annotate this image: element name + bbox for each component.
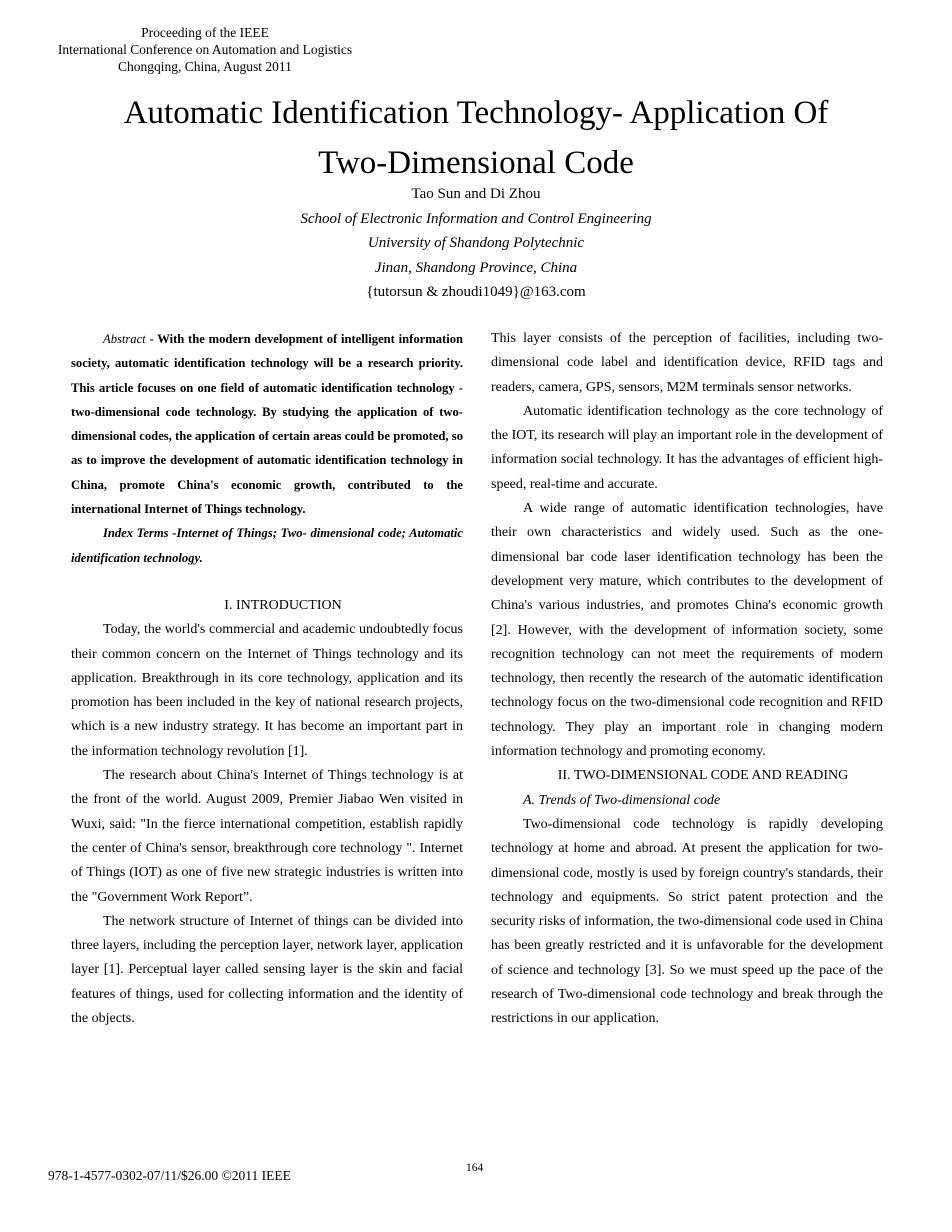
title-line-2: Two-Dimensional Code <box>318 145 634 181</box>
affiliation-school: School of Electronic Information and Control Engineering <box>300 210 652 227</box>
intro-paragraph-4: Automatic identification technology as the core technology of the IOT, its research will play an important role in the development of information social technology. It has the advantages of efficient high-speed, real-time and accurate. <box>491 403 884 492</box>
index-terms: Index Terms -Internet of Things; Two- dimensional code; Automatic identification technology. <box>71 526 463 565</box>
intro-paragraph-1: Today, the world's commercial and academic undoubtedly focus their common concern on the Internet of Things technology and its application. Breakthrough in its core technology, application and its promotion has been included in the key of national research projects, which is a new industry strategy. It has become an important part in the information technology revolution [1]. <box>71 622 463 759</box>
author-email: {tutorsun & zhoudi1049}@163.com <box>366 284 586 300</box>
left-column <box>71 327 463 1031</box>
conference-header <box>20 24 390 75</box>
intro-paragraph-3: The network structure of Internet of things can be divided into three layers, including the perception layer, network layer, application layer [1]. Perceptual layer called sensing layer is the skin and facial features of things, used for collecting information and the identity of the objects. <box>71 913 463 1027</box>
page-number: 164 <box>466 1162 484 1174</box>
conference-line-2: International Conference on Automation and Logistics <box>57 42 353 57</box>
subsection-heading-trends: A. Trends of Two-dimensional code <box>523 792 721 808</box>
author-block <box>0 182 952 305</box>
intro-paragraph-2: The research about China's Internet of Things technology is at the front of the world. August 2009, Premier Jiabao Wen visited in Wuxi, said: "In the fierce international competition, establish rapidly the center of China's sensor, breakthrough core technology ". Internet of Things (IOT) as one of five new strategic industries is written into the "Government Work Report”. <box>71 768 463 905</box>
abstract-label: Abstract <box>103 332 146 346</box>
section-heading-introduction: I. INTRODUCTION <box>224 597 342 613</box>
trends-paragraph: Two-dimensional code technology is rapidly developing technology at home and abroad. At present the application for two-dimensional code, mostly is used by foreign country's standards, their technology and equipments. So strict patent protection and the security risks of information, the two-dimensional code used in China has been greatly restricted and it is unfavorable for the development of science and technology [3]. So we must speed up the pace of the research of Two-dimensional code technology and break through the restrictions in our application. <box>491 816 883 1027</box>
conference-line-3: Chongqing, China, August 2011 <box>118 59 292 74</box>
author-names: Tao Sun and Di Zhou <box>411 186 541 202</box>
affiliation-university: University of Shandong Polytechnic <box>367 235 585 251</box>
spacer <box>71 570 463 594</box>
abstract-text: - With the modern development of intelligent information society, automatic identification technology will be a research priority. This article focuses on one field of automatic identification technology - two-dimensional code technology. By studying the application of two-dimensional codes, the application of certain areas could be promoted, so as to improve the development of automatic identification technology in China, promote China's economic growth, contributed to the international Internet of Things technology. <box>71 332 463 517</box>
continuation-paragraph: This layer consists of the perception of facilities, including two-dimensional code label and identification device, RFID tags and readers, camera, GPS, sensors, M2M terminals sensor networks. <box>491 331 883 395</box>
affiliation-location: Jinan, Shandong Province, China <box>374 259 578 276</box>
section-heading-two-dimensional-code: II. TWO-DIMENSIONAL CODE AND READING <box>557 768 849 784</box>
abstract <box>71 327 463 521</box>
paper-title <box>0 88 952 188</box>
conference-line-1: Proceeding of the IEEE <box>141 25 269 40</box>
title-line-1: Automatic Identification Technology- Application Of <box>123 95 829 131</box>
right-column <box>491 327 883 1032</box>
copyright-notice: 978-1-4577-0302-07/11/$26.00 ©2011 IEEE <box>48 1168 291 1183</box>
intro-paragraph-5: A wide range of automatic identification technologies, have their own characteristics and widely used. Such as the one-dimensional bar code laser identification technology has been the development very mature, which contributes to the development of China's various industries, and promotes China's economic growth [2]. However, with the development of information society, some recognition technology can not meet the requirements of modern technology, then recently the research of the automatic identification technology focus on the two-dimensional code recognition and RFID technology. They play an important role in changing modern information technology and promoting economy. <box>491 501 883 760</box>
